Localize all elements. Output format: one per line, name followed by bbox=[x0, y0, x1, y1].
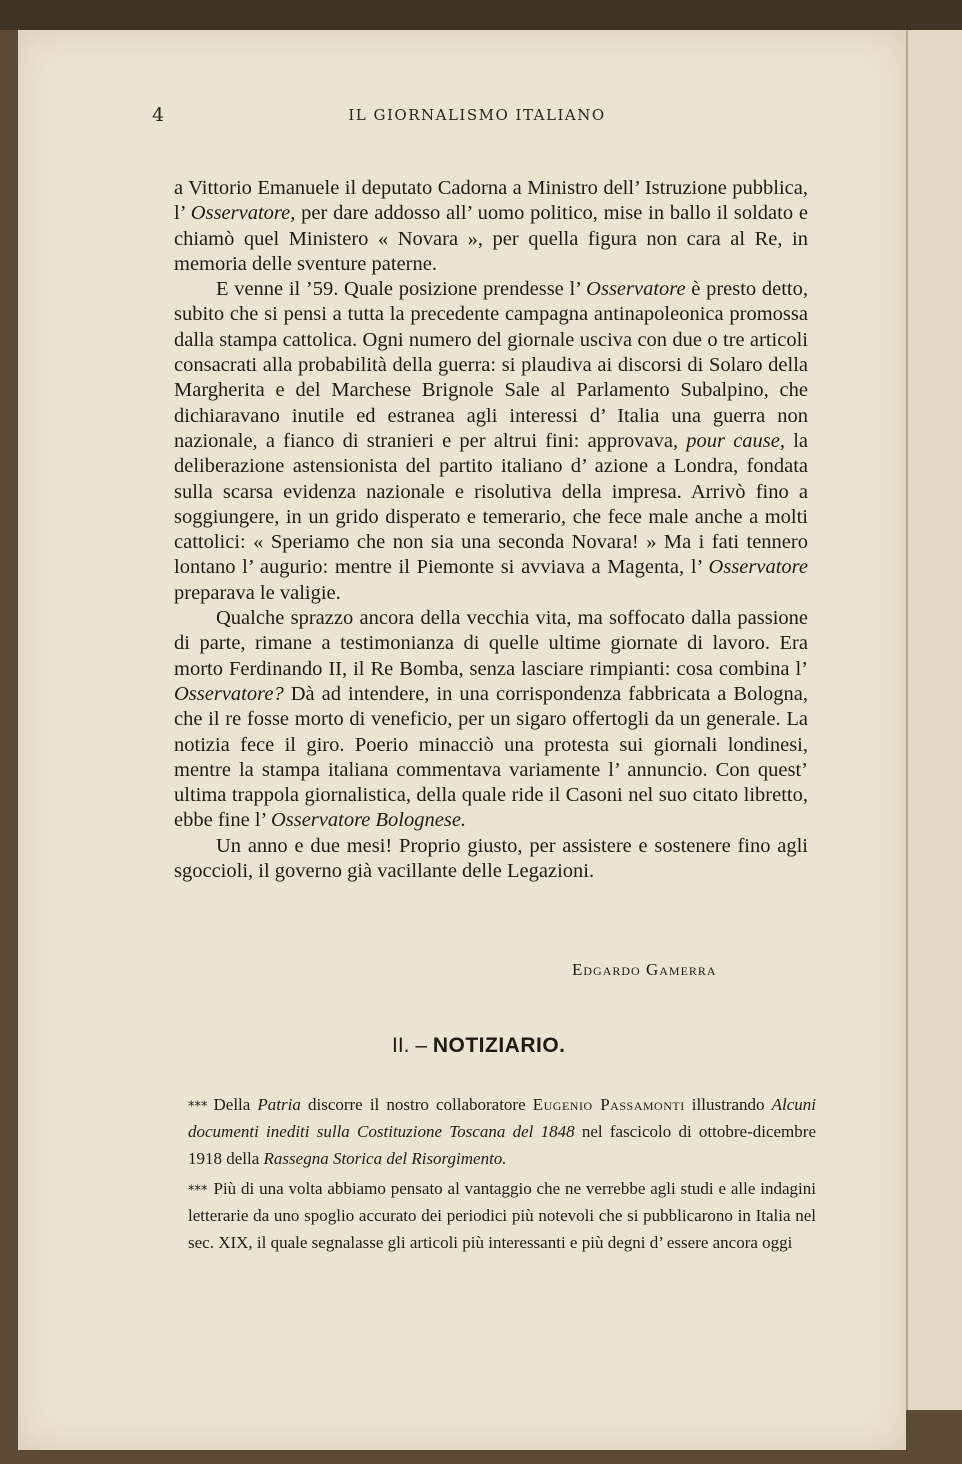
news-item: ⁎⁎⁎ Della Patria discorre il nostro collaboratore Eugenio Passamonti illustrando Alcuni documenti inediti sulla Costituzione Toscana del 1848 nel fascicolo di ottobre-dicembre 1918 della Rassegna Storica del Risorgimento. bbox=[188, 1094, 816, 1168]
running-head bbox=[152, 104, 802, 132]
paragraph-3: Qualche sprazzo ancora della vecchia vita, ma soffocato dalla passione di parte, rimane a testimonianza di quelle ultime giornate di lavoro. Era morto Ferdinando II, il Re Bomba, senza lasciare rimpianti: cosa combina l’ Osservatore? Dà ad intendere, in una corrispondenza fabbricata a Bologna, che il re fosse morto di veneficio, per un sigaro offertogli da un generale. La notizia fece il giro. Poerio minacciò una protesta sui giornali londinesi, mentre la stampa italiana commentava variamente l’ annuncio. Con quest’ ultima trappola giornalistica, della quale ride il Casoni nel suo citato libretto, ebbe fine l’ Osservatore Bolognese. bbox=[174, 607, 808, 832]
paragraph-2: E venne il ’59. Quale posizione prendesse l’ Osservatore è presto detto, subito che si pensi a tutta la precedente campagna antinapoleonica promossa dalla stampa cattolica. Ogni numero del giornale usciva con due o tre articoli consacrati alla probabilità della guerra: si plaudiva ai discorsi di Solaro della Margherita e del Marchese Brignole Sale al Parlamento Subalpino, che dichiaravano inutile ed estranea agli interessi d’ Italia una guerra non nazionale, a fianco di stranieri e per altrui fini: approvava, pour cause, la deliberazione astensionista del partito italiano d’ azione a Londra, fondata sulla scarsa evidenza nazionale e risolutiva della impresa. Arrivò fino a soggiungere, in un grido disperato e temerario, che fece male anche a molti cattolici: « Speriamo che non sia una seconda Novara! » Ma i fati tennero lontano l’ augurio: mentre il Piemonte si avviava a Magenta, l’ Osservatore preparava le valigie. bbox=[174, 278, 809, 604]
asterism-icon: ⁎⁎⁎ bbox=[188, 1178, 208, 1193]
article-body bbox=[174, 176, 808, 884]
asterism-icon: ⁎⁎⁎ bbox=[188, 1094, 208, 1109]
section-title: NOTIZIARIO. bbox=[432, 1034, 566, 1057]
running-title: IL GIORNALISMO ITALIANO bbox=[348, 106, 606, 124]
news-list bbox=[188, 1088, 816, 1256]
section-numeral: II. – bbox=[392, 1034, 433, 1057]
paragraph-4: Un anno e due mesi! Proprio giusto, per assistere e sostenere fino agli sgoccioli, il governo già vacillante delle Legazioni. bbox=[174, 834, 808, 883]
author-signature: Edgardo Gamerra bbox=[572, 960, 717, 979]
section-heading bbox=[392, 1034, 566, 1058]
news-item: ⁎⁎⁎ Più di una volta abbiamo pensato al vantaggio che ne verrebbe agli studi e alle indagini letterarie da uno spoglio accurato dei periodici più notevoli che si pubblicarono in Italia nel sec. XIX, il quale segnalasse gli articoli più interessanti e più degni d’ essere ancora oggi bbox=[188, 1178, 816, 1252]
paragraph-1: a Vittorio Emanuele il deputato Cadorna a Ministro dell’ Istruzione pubblica, l’ Osservatore, per dare addosso all’ uomo politico, mise in ballo il soldato e chiamò quel Ministero « Novara », per quella figura non cara al Re, in memoria delle sventure paterne. bbox=[174, 177, 808, 275]
page-number: 4 bbox=[152, 104, 165, 126]
scan-background bbox=[0, 0, 962, 30]
adjacent-page-edge bbox=[906, 30, 962, 1410]
